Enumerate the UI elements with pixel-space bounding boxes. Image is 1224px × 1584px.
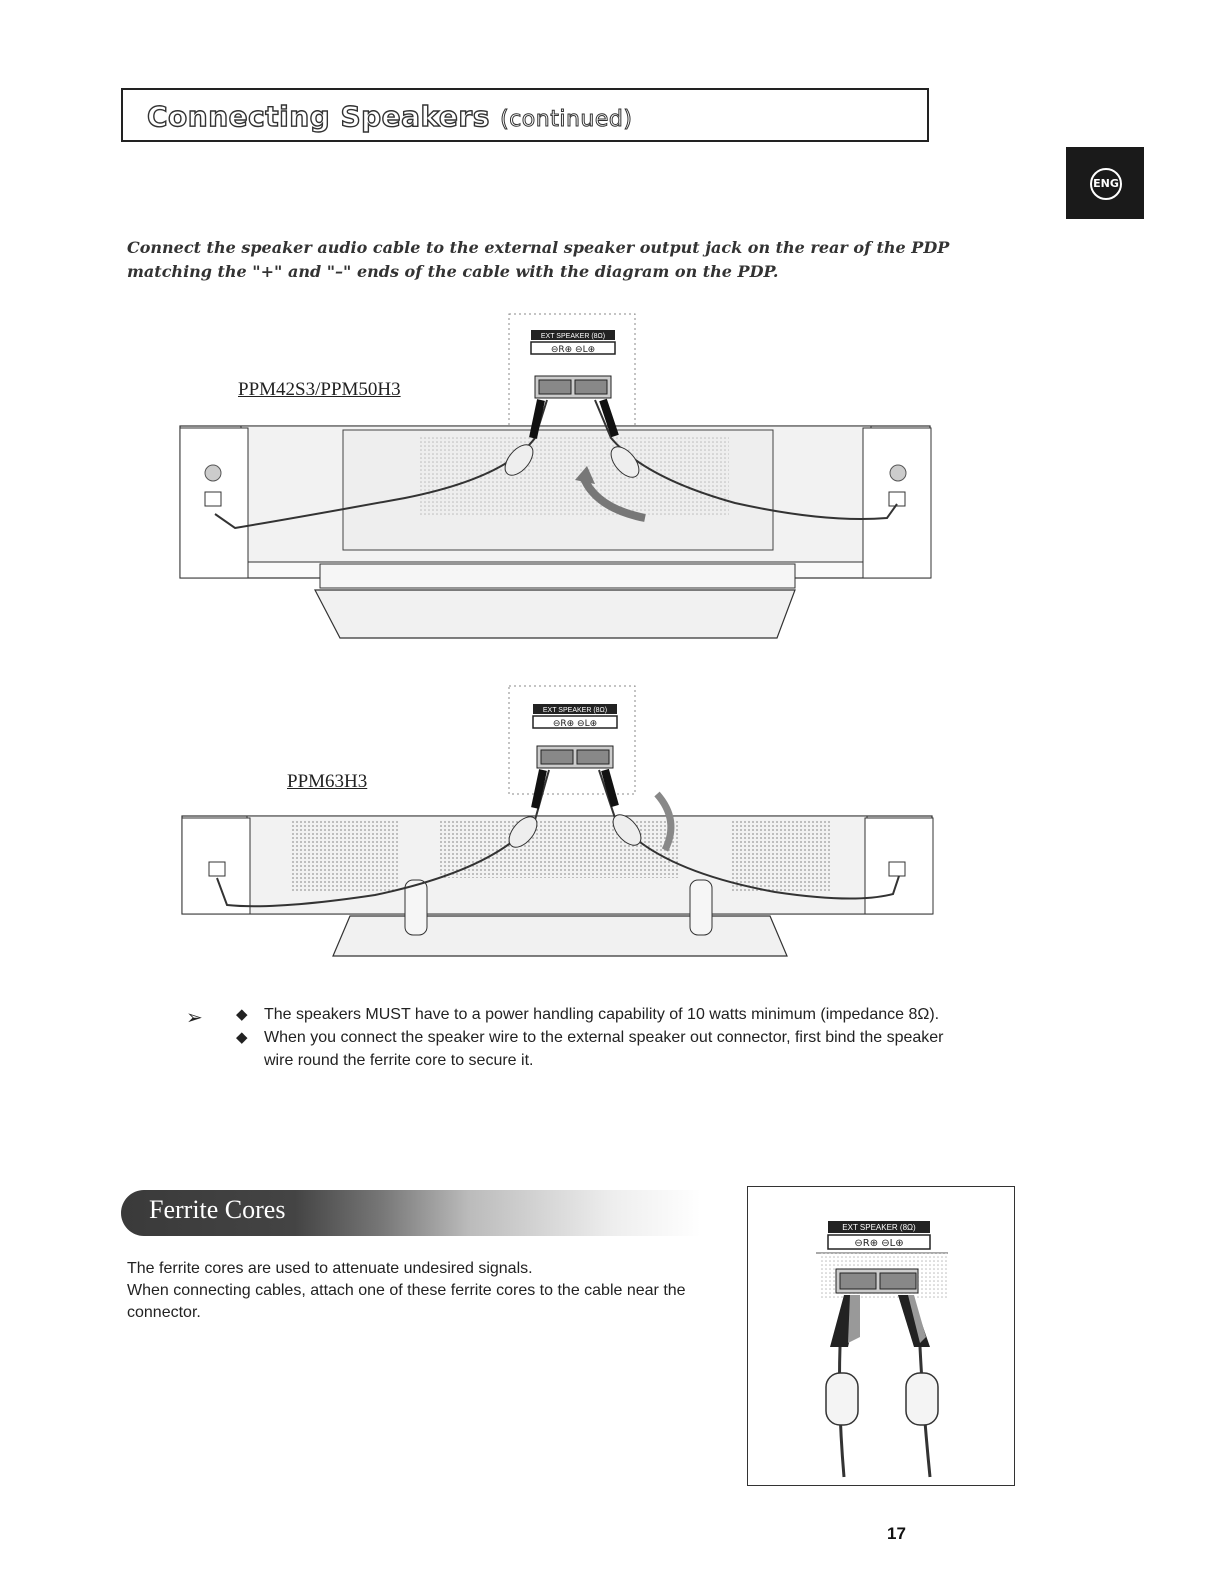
diamond-bullet-icon: ◆ [236,1029,248,1046]
connection-diagram-ppm63 [175,680,985,965]
intro-instruction: Connect the speaker audio cable to the external speaker output jack on the rear of the PDP matching the "+" and "–" ends of the cable with the diagram on the PDP. [127,238,950,281]
language-badge [1066,147,1144,219]
notes-list [236,1003,956,1072]
jack-label-2: EXT SPEAKER (8Ω) [542,707,608,714]
ferrite-section-header [121,1190,701,1236]
ferrite-line-2: When connecting cables, attach one of these ferrite cores to the cable near the connector. [127,1282,686,1321]
model-label-ppm63: PPM63H3 [287,771,368,792]
diamond-bullet-icon: ◆ [236,1006,248,1023]
note-arrow-icon: ➢ [186,1007,203,1029]
ferrite-illustration-box [747,1186,1015,1486]
language-badge-label: ENG [1090,168,1122,200]
jack-label-3: EXT SPEAKER (8Ω) [842,1223,916,1232]
jack-terminals-2: ⊖R⊕ ⊖L⊕ [552,719,598,729]
ferrite-description [127,1258,687,1324]
jack-terminals-3: ⊖R⊕ ⊖L⊕ [854,1238,904,1249]
section-subtitle: (continued) [500,107,633,132]
jack-label-1: EXT SPEAKER (8Ω) [540,333,606,340]
section-title-box [121,88,929,142]
jack-terminals-1: ⊖R⊕ ⊖L⊕ [550,345,596,355]
note-text: When you connect the speaker wire to the external speaker out connector, first bind the speaker wire round the ferrite core to secure it. [264,1029,944,1069]
ferrite-line-1: The ferrite cores are used to attenuate undesired signals. [127,1260,533,1277]
note-text: The speakers MUST have to a power handling capability of 10 watts minimum (impedance 8Ω). [264,1006,940,1023]
connection-diagram-ppm42-50 [175,308,985,648]
note-item [236,1026,956,1072]
section-title [147,100,632,133]
ferrite-core-illustration [748,1187,1013,1484]
page-number: 17 [887,1524,906,1543]
ferrite-section-title: Ferrite Cores [149,1195,286,1224]
note-item [236,1003,956,1026]
model-label-ppm42-50: PPM42S3/PPM50H3 [238,379,401,400]
section-title-text: Connecting Speakers [147,100,490,133]
